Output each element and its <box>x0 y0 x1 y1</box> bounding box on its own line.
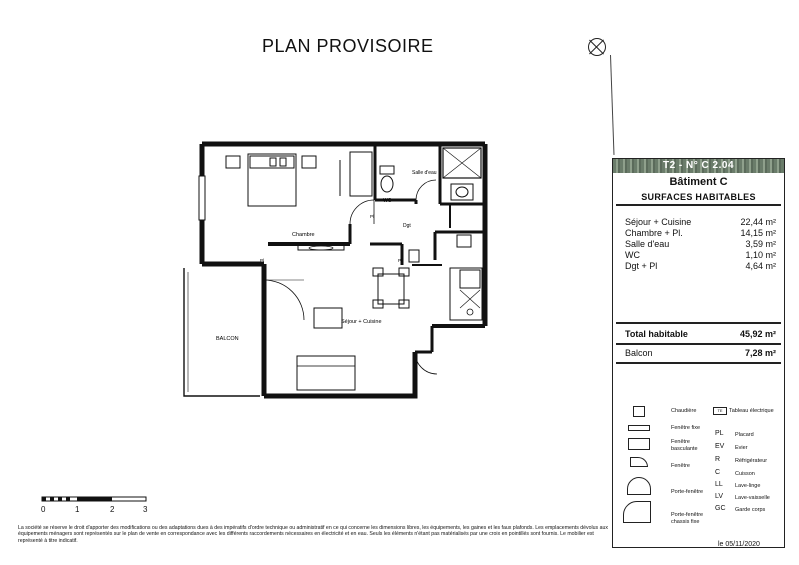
scale-label: 1 <box>75 505 80 514</box>
label-chambre: Chambre <box>292 232 315 238</box>
abbr-label: Garde corps <box>735 507 766 513</box>
french-window-icon <box>627 477 651 495</box>
label-pl-2: Pl <box>260 258 265 263</box>
abbr-code: EV <box>715 443 725 450</box>
building-name: Bâtiment C <box>669 176 728 188</box>
scale-label: 0 <box>41 505 46 514</box>
tilt-window-icon <box>628 438 650 450</box>
abbr-code: LL <box>715 481 723 488</box>
window-icon <box>630 457 648 467</box>
scale-label: 2 <box>110 505 115 514</box>
lot-banner: T2 - N° C 2.04 <box>613 159 784 173</box>
plan-date: le 05/11/2020 <box>718 541 760 548</box>
legend-fenetre: Fenêtre <box>671 463 690 469</box>
abbr-label: Cuisson <box>735 471 755 477</box>
legend-porte-fenetre-chassis: Porte-fenêtre chassis fixe <box>671 512 704 525</box>
scale-bar <box>40 495 150 520</box>
page-title: PLAN PROVISOIRE <box>262 36 434 56</box>
electrical-panel-icon: TE <box>713 407 727 415</box>
abbr-label: Placard <box>735 432 754 438</box>
legend-chaudiere: Chaudière <box>671 408 697 414</box>
room-row: Chambre + Pl. 14,15 m² <box>625 228 776 238</box>
abbr-label: Evier <box>735 445 748 451</box>
balcony-row: Balcon 7,28 m² <box>625 348 776 358</box>
divider <box>616 204 781 206</box>
boiler-icon <box>633 406 645 417</box>
scale-graphic <box>40 495 150 515</box>
abbr-label: Réfrigérateur <box>735 458 768 464</box>
abbr-code: C <box>715 469 721 476</box>
legend-fenetre-basculante: Fenêtre basculante <box>671 439 698 452</box>
total-row: Total habitable 45,92 m² <box>625 329 776 339</box>
legend-porte-fenetre: Porte-fenêtre <box>671 489 704 495</box>
french-window-fixed-icon <box>623 501 651 523</box>
room-row: Séjour + Cuisine 22,44 m² <box>625 217 776 227</box>
floor-plan <box>180 140 490 400</box>
scale-label: 3 <box>143 505 148 514</box>
abbr-label: Lave-linge <box>735 483 761 489</box>
divider <box>616 322 781 324</box>
abbr-code: LV <box>715 493 724 500</box>
label-pl-1: Pl <box>370 214 375 219</box>
abbr-label: Lave-vaisselle <box>735 495 770 501</box>
label-balcon: BALCON <box>216 336 239 342</box>
room-row: WC 1,10 m² <box>625 250 776 260</box>
divider <box>616 343 781 345</box>
room-row: Dgt + Pl 4,64 m² <box>625 261 776 271</box>
room-row: Salle d'eau 3,59 m² <box>625 239 776 249</box>
section-title: SURFACES HABITABLES <box>641 192 756 202</box>
label-wc: WC <box>383 198 392 204</box>
label-dgt: Dgt <box>403 223 411 229</box>
north-compass-icon <box>588 38 606 56</box>
legend-tableau: Tableau électrique <box>729 408 774 414</box>
info-panel <box>612 158 785 548</box>
abbr-code: GC <box>715 505 726 512</box>
label-pl-3: Pl <box>398 258 403 263</box>
abbr-code: R <box>715 456 721 463</box>
label-salle-eau: Salle d'eau <box>412 170 437 176</box>
abbr-code: PL <box>715 430 724 437</box>
label-sejour: Séjour + Cuisine <box>341 319 382 325</box>
legend-fenetre-fixe: Fenêtre fixe <box>671 425 701 431</box>
north-line <box>610 55 614 155</box>
fixed-window-icon <box>628 425 650 431</box>
divider <box>616 362 781 364</box>
legal-disclaimer: La société se réserve le droit d'apporter des modifications ou des adaptations dues à des impératifs d'ordre technique ou administratif en ce qui concerne les dimensions libres, les équipements, les gaines et les faux plafonds. Les emplacements dévolus aux équipements ménagers sont représentés sur le plan de vente en correspondance avec les différents raccordements nécessaires en électricité et en eau. Seuls les éléments n'étant pas matérialisés par une croix en pointillés sont fournis. Le mobilier est représenté à titre indicatif. <box>18 525 608 544</box>
